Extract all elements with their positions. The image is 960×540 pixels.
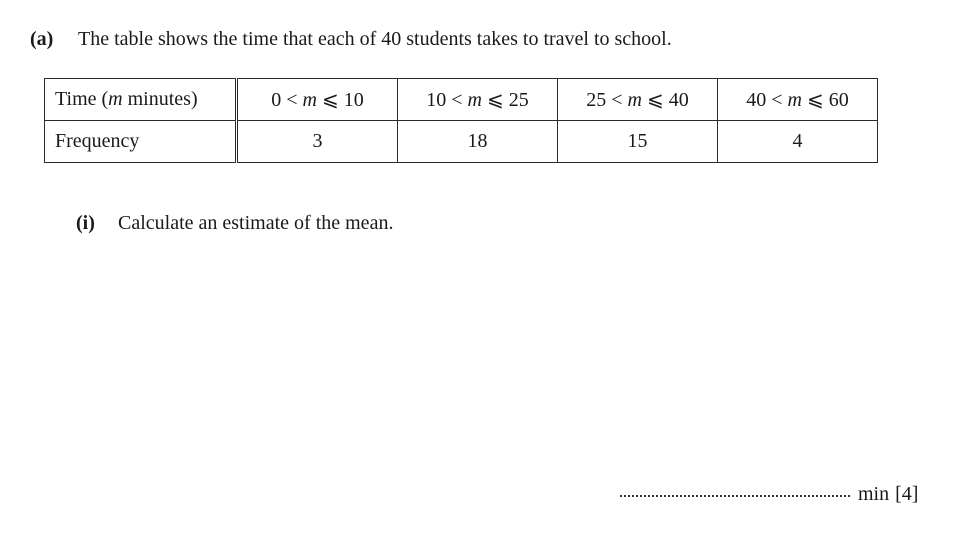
interval-cell: 40 < m ⩽ 60 [718, 79, 878, 121]
answer-line [620, 483, 918, 506]
frequency-cell: 18 [398, 121, 558, 163]
interval-cell: 25 < m ⩽ 40 [558, 79, 718, 121]
time-row-header: Time (m minutes) [45, 79, 237, 121]
frequency-cell: 4 [718, 121, 878, 163]
frequency-table [44, 78, 878, 163]
frequency-row-header: Frequency [45, 121, 237, 163]
interval-cell: 10 < m ⩽ 25 [398, 79, 558, 121]
marks-label: [4] [895, 483, 919, 505]
frequency-row [45, 121, 878, 163]
question-part-label: (a) [30, 28, 54, 50]
interval-cell: 0 < m ⩽ 10 [237, 79, 398, 121]
answer-dotted-line[interactable] [620, 495, 850, 497]
frequency-cell: 3 [237, 121, 398, 163]
frequency-cell: 15 [558, 121, 718, 163]
question-text: The table shows the time that each of 40 students takes to travel to school. [78, 28, 672, 50]
subpart-text: Calculate an estimate of the mean. [118, 212, 394, 234]
time-row [45, 79, 878, 121]
subpart-label: (i) [76, 212, 95, 234]
answer-unit: min [858, 483, 890, 505]
